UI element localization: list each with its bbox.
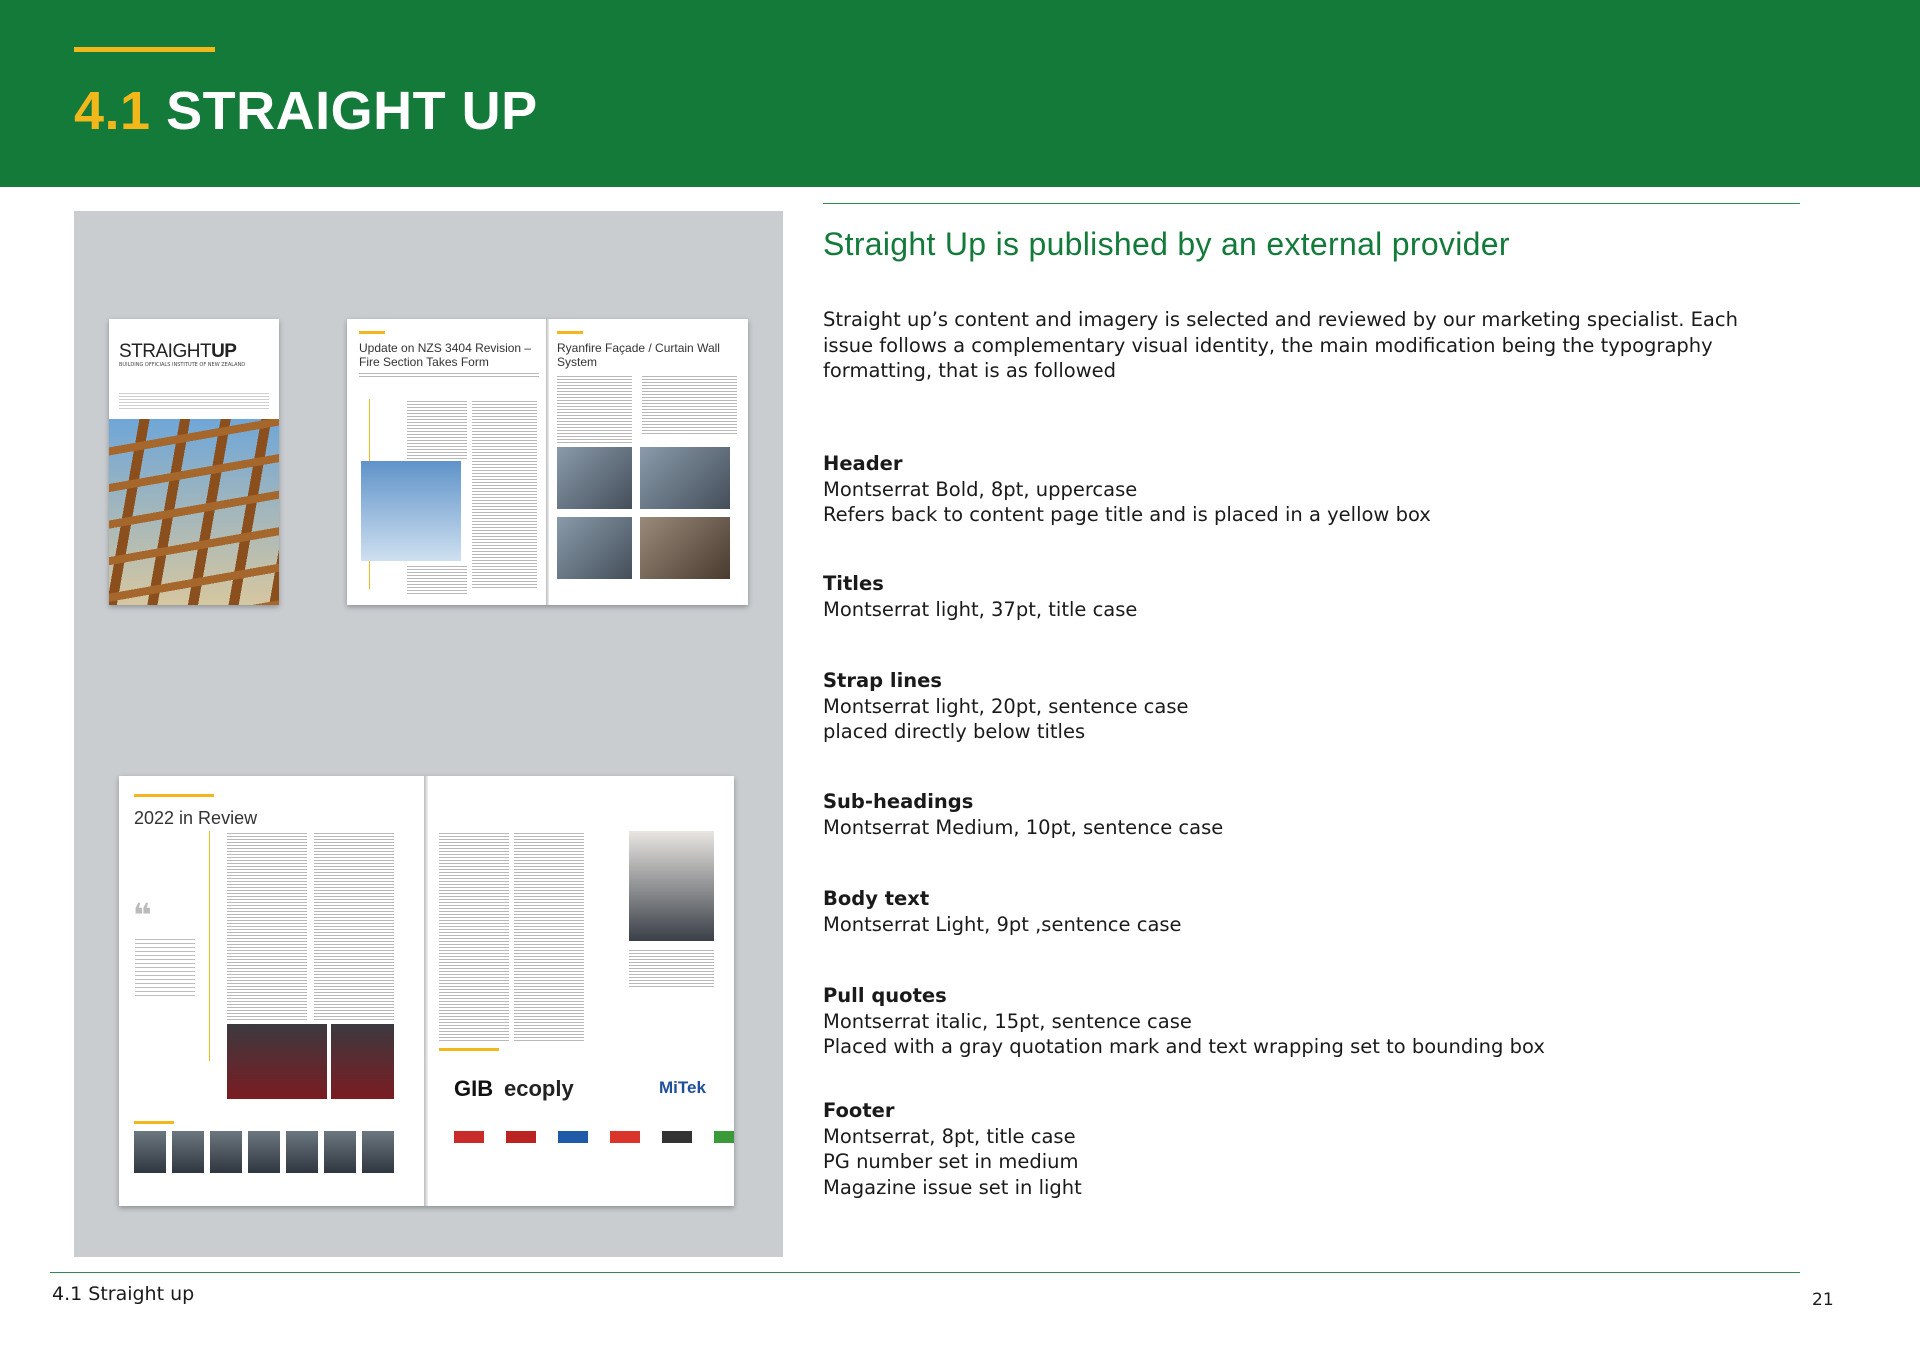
spec-line: Montserrat Bold, 8pt, uppercase (823, 477, 1138, 501)
footer-divider (50, 1272, 1800, 1273)
spec-heading: Titles (823, 572, 884, 595)
cover-photo (109, 419, 279, 605)
spec-heading: Header (823, 452, 903, 475)
cover-masthead: STRAIGHTUP (119, 341, 237, 362)
body-text (227, 831, 307, 1021)
spread1-right-title: Ryanfire Façade / Curtain Wall System (557, 341, 720, 369)
body-text (472, 399, 537, 589)
header-tag (439, 1048, 499, 1051)
spec-line: Montserrat light, 37pt, title case (823, 597, 1138, 621)
header-tag (134, 1121, 174, 1124)
facade-photo (640, 517, 730, 579)
building-photo (361, 461, 461, 561)
yellow-arrow (209, 831, 210, 1061)
spec-footer (823, 1098, 1783, 1200)
group-photo (227, 1024, 327, 1099)
spec-heading: Footer (823, 1099, 895, 1122)
spec-line: Montserrat light, 20pt, sentence case (823, 694, 1189, 718)
footer-section-label: 4.1 Straight up (52, 1283, 195, 1305)
page-title (74, 80, 538, 142)
body-text (439, 831, 509, 1041)
body-text (407, 564, 467, 594)
ecoply-logo: ecoply (504, 1076, 574, 1101)
portrait-photo (629, 831, 714, 941)
facade-photo (557, 517, 632, 579)
spec-pull-quotes (823, 983, 1783, 1060)
facade-photo (640, 447, 730, 509)
cover-subtitle: BUILDING OFFICIALS INSTITUTE OF NEW ZEALAND (119, 362, 246, 368)
page-fold (424, 776, 428, 1206)
section-heading: Straight Up is published by an external provider (823, 226, 1510, 262)
spec-line: Placed with a gray quotation mark and text wrapping set to bounding box (823, 1035, 1545, 1058)
section-name: STRAIGHT UP (166, 81, 538, 141)
spread1-left-title: Update on NZS 3404 Revision – Fire Section Takes Form (359, 341, 532, 369)
intro-paragraph: Straight up’s content and imagery is selected and reviewed by our marketing specialist. Each issue follows a complementary visual identity, the main modification being the typography formatting, that is as followed (823, 308, 1738, 382)
section-divider (823, 203, 1800, 204)
spec-strap-lines (823, 668, 1783, 745)
mitek-logo: MiTek (659, 1078, 706, 1097)
spec-heading: Strap lines (823, 669, 942, 692)
spec-line: PG number set in medium (823, 1150, 1079, 1173)
magazine-spread-image-2 (119, 776, 734, 1206)
spec-line: Montserrat italic, 15pt, sentence case (823, 1009, 1192, 1033)
spec-heading: Body text (823, 887, 930, 910)
body-text (514, 831, 584, 1041)
spec-line: placed directly below titles (823, 720, 1086, 743)
gib-logo: GIB (454, 1076, 494, 1101)
spec-line: Refers back to content page title and is placed in a yellow box (823, 503, 1431, 526)
cover-contents-lines (119, 391, 269, 411)
sponsor-logos (454, 1131, 734, 1143)
body-text (629, 948, 714, 988)
spread2-title: 2022 in Review (134, 808, 258, 828)
spec-line: Montserrat, 8pt, title case (823, 1124, 1076, 1148)
body-text (642, 374, 737, 434)
magazine-spread-image-1 (347, 319, 748, 605)
spec-heading: Sub-headings (823, 790, 974, 813)
group-photo (331, 1024, 394, 1099)
magazine-samples-panel (74, 211, 783, 1257)
section-number: 4.1 (74, 81, 151, 141)
page-fold (546, 319, 549, 605)
spec-titles (823, 571, 1783, 622)
spec-line: Montserrat Medium, 10pt, sentence case (823, 815, 1224, 839)
body-text (314, 831, 394, 1021)
spec-sub-headings (823, 789, 1783, 840)
spec-body-text (823, 886, 1783, 937)
strap-line (359, 371, 539, 379)
pull-quote (135, 936, 195, 996)
header-accent-rule (74, 47, 215, 52)
spec-heading: Pull quotes (823, 984, 947, 1007)
team-headshots (134, 1131, 394, 1173)
magazine-cover-image (109, 319, 279, 605)
spec-line: Magazine issue set in light (823, 1175, 1082, 1199)
header-tag (557, 331, 583, 334)
body-text (407, 399, 467, 459)
header-tag (134, 794, 214, 797)
facade-photo (557, 447, 632, 509)
quotation-mark-icon: ❝ (133, 896, 152, 934)
body-text (557, 374, 632, 444)
header-tag (359, 331, 385, 334)
page-number: 21 (1812, 1290, 1834, 1310)
spec-line: Montserrat Light, 9pt ,sentence case (823, 912, 1182, 936)
spec-header (823, 451, 1783, 528)
